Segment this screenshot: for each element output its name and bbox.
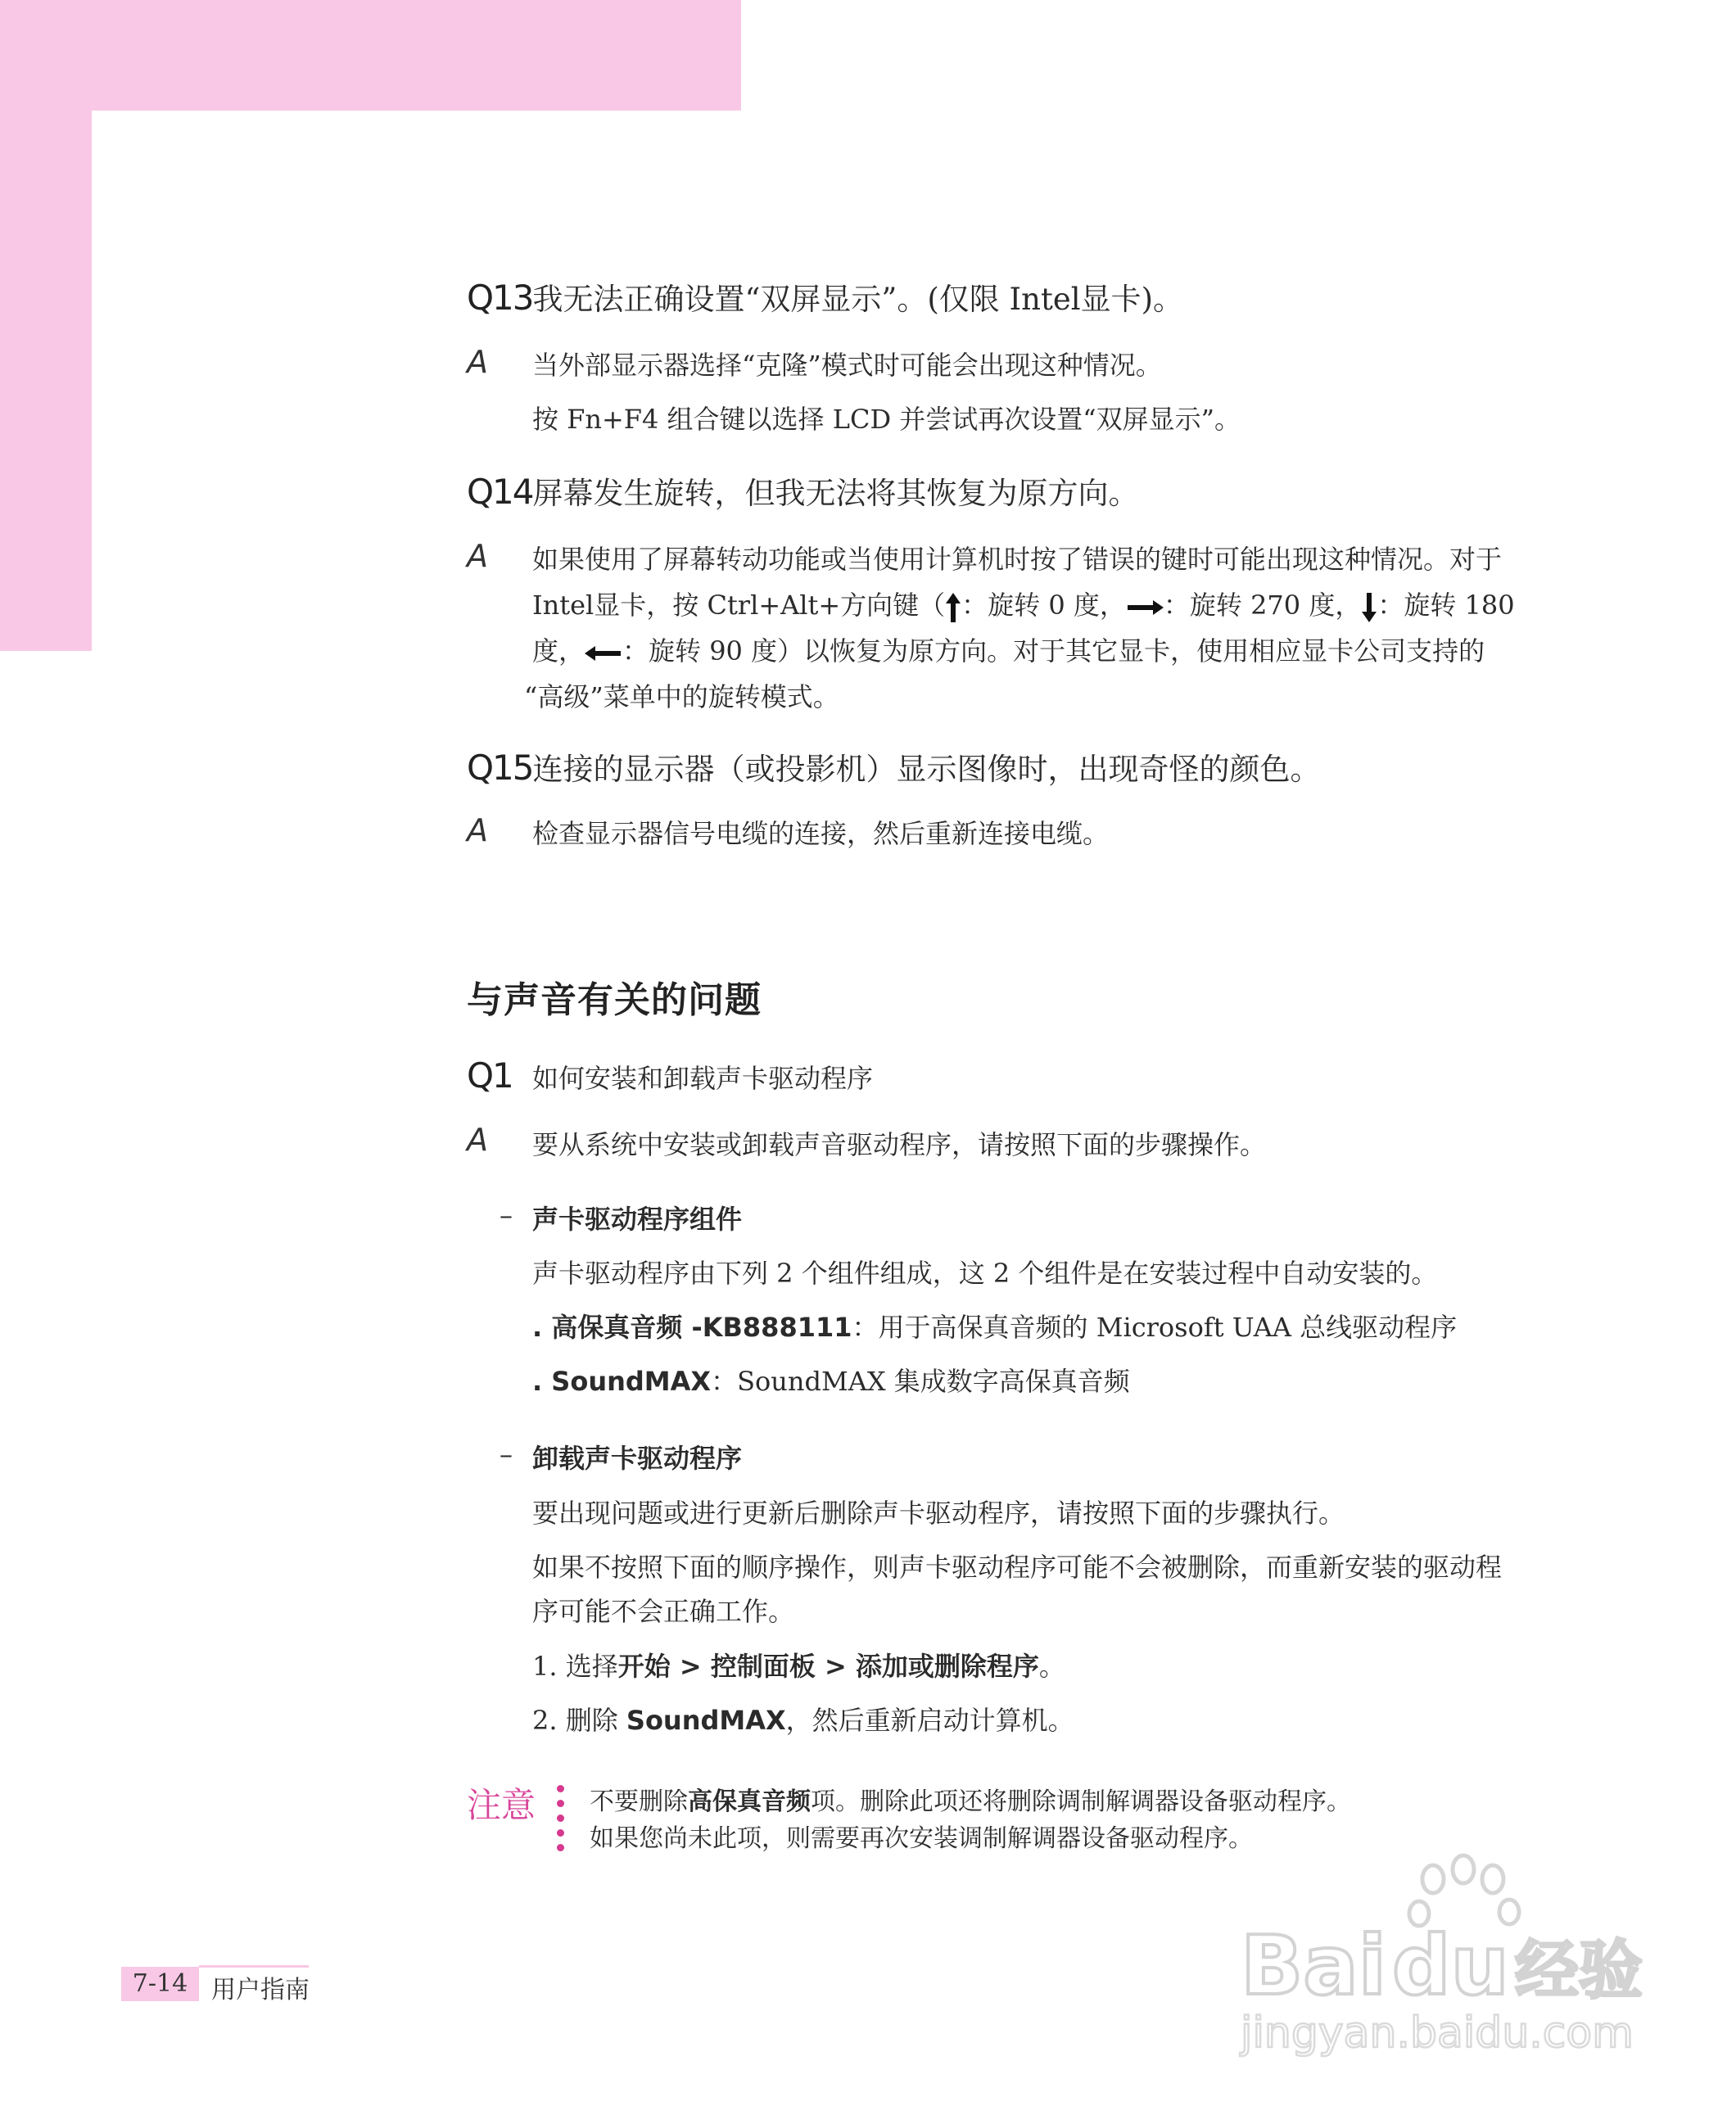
- q15-answer: [467, 811, 1474, 860]
- note-line-1-prefix: 不要删除: [590, 1787, 688, 1816]
- baidu-watermark-logo: [1232, 1846, 1658, 2059]
- sound-answer-label: A: [467, 1122, 488, 1158]
- q14-answer-line-2: [532, 582, 1515, 628]
- section2-dash: –: [500, 1439, 513, 1470]
- step-1: [532, 1646, 1065, 1683]
- q13-answer-line-1: 当外部显示器选择“克隆”模式时可能会出现这种情况。: [532, 350, 1162, 381]
- page-number: 7-14: [121, 1967, 199, 2001]
- svg-text:经验: 经验: [1515, 1934, 1643, 2008]
- q14-answer-line-4: “高级”菜单中的旋转模式。: [524, 681, 839, 712]
- arrow-right-icon: [1126, 599, 1164, 616]
- q13-answer-line-2: 按 Fn+F4 组合键以选择 LCD 并尝试再次设置“双屏显示”。: [532, 404, 1241, 435]
- q14-question-row: [467, 471, 1139, 515]
- section1-dash: –: [500, 1200, 513, 1231]
- step-1-prefix: 1. 选择: [532, 1651, 618, 1682]
- section1-title: 声卡驱动程序组件: [532, 1204, 743, 1235]
- q14-line3-part-b: ：旋转 90 度）以恢复为原方向。对于其它显卡，使用相应显卡公司支持的: [622, 635, 1485, 667]
- arrow-left-icon: [585, 645, 622, 662]
- component-item-hd-audio-desc: ：用于高保真音频的 Microsoft UAA 总线驱动程序: [852, 1312, 1458, 1343]
- q15-question-row: [467, 747, 1321, 791]
- step-1-path: 开始 > 控制面板 > 添加或删除程序: [617, 1651, 1039, 1682]
- q14-line3-part-a: 度，: [532, 635, 585, 667]
- q14-line2-part-d: ：旋转 180: [1377, 590, 1515, 621]
- section2-line-2: 如果不按照下面的顺序操作，则声卡驱动程序可能不会被删除，而重新安装的驱动程: [532, 1552, 1503, 1583]
- svg-text:jingyan.baidu.com: jingyan.baidu.com: [1241, 2009, 1634, 2058]
- q14-line2-part-b: ：旋转 0 度，: [961, 590, 1126, 621]
- component-item-hd-audio-name: . 高保真音频 -KB888111: [532, 1312, 852, 1343]
- q15-answer-text: 检查显示器信号电缆的连接，然后重新连接电缆。: [532, 818, 1110, 849]
- sound-q1-row: [467, 1055, 873, 1100]
- q14-answer-line-3: [532, 628, 1485, 674]
- q13-label: Q13: [467, 278, 533, 318]
- q15-question: 连接的显示器（或投影机）显示图像时，出现奇怪的颜色。: [532, 752, 1321, 787]
- q15-label: Q15: [467, 748, 533, 788]
- q13-answer-label: A: [467, 344, 488, 380]
- q13-question: 我无法正确设置“双屏显示”。(仅限 Intel显卡)。: [532, 282, 1184, 317]
- step-2-program: SoundMAX: [626, 1705, 786, 1736]
- section2-line-1: 要出现问题或进行更新后删除声卡驱动程序，请按照下面的步骤执行。: [532, 1498, 1345, 1529]
- sound-q1-label: Q1: [467, 1055, 513, 1096]
- q14-line2-part-a: Intel显卡，按 Ctrl+Alt+方向键（: [532, 590, 946, 621]
- note-line-1-bold: 高保真音频: [688, 1787, 811, 1816]
- component-item-soundmax-name: . SoundMAX: [532, 1366, 712, 1397]
- sound-q1-question: 如何安装和卸载声卡驱动程序: [532, 1063, 874, 1094]
- component-item-soundmax-desc: ：SoundMAX 集成数字高保真音频: [711, 1366, 1130, 1397]
- q14-answer-line-1: 如果使用了屏幕转动功能或当使用计算机时按了错误的键时可能出现这种情况。对于: [532, 544, 1503, 575]
- q14-question: 屏幕发生旋转，但我无法将其恢复为原方向。: [532, 476, 1139, 511]
- step-2: [532, 1700, 1074, 1738]
- section2-line-3: 序可能不会正确工作。: [532, 1596, 795, 1627]
- note-line-1: [590, 1781, 1351, 1817]
- q15-answer-label: A: [467, 812, 488, 848]
- sound-answer-text: 要从系统中安装或卸载声音驱动程序，请按照下面的步骤操作。: [532, 1129, 1267, 1160]
- footer-rule: [199, 1965, 309, 1968]
- component-item-soundmax: [532, 1361, 1130, 1399]
- q13-answer: [467, 342, 1474, 449]
- footer-title: 用户指南: [211, 1976, 310, 2004]
- svg-text:du: du: [1392, 1918, 1509, 2013]
- section-heading-sound: 与声音有关的问题: [467, 979, 762, 1021]
- pink-header-band: [0, 0, 741, 111]
- pink-side-band: [0, 0, 92, 651]
- sound-answer: [467, 1122, 1503, 1842]
- note-label: 注意: [467, 1785, 536, 1825]
- step-2-prefix: 2. 删除: [532, 1705, 626, 1736]
- step-2-suffix: ，然后重新启动计算机。: [785, 1705, 1074, 1736]
- svg-text:Bai: Bai: [1241, 1918, 1386, 2013]
- section1-intro: 声卡驱动程序由下列 2 个组件组成，这 2 个组件是在安装过程中自动安装的。: [532, 1258, 1438, 1289]
- note-dots: [557, 1785, 567, 1859]
- q14-answer: [467, 536, 1515, 733]
- arrow-up-icon: [945, 593, 961, 622]
- q13-question-row: [467, 277, 1183, 321]
- step-1-suffix: 。: [1038, 1651, 1065, 1682]
- component-item-hd-audio: [532, 1307, 1457, 1344]
- note-line-1-suffix: 项。删除此项还将删除调制解调器设备驱动程序。: [811, 1787, 1351, 1816]
- q14-line2-part-c: ：旋转 270 度，: [1163, 590, 1362, 621]
- q14-label: Q14: [467, 472, 533, 512]
- section2-title: 卸载声卡驱动程序: [532, 1443, 743, 1474]
- q14-answer-label: A: [467, 538, 488, 574]
- arrow-down-icon: [1361, 593, 1377, 622]
- note-line-2: 如果您尚未此项，则需要再次安装调制解调器设备驱动程序。: [590, 1824, 1253, 1853]
